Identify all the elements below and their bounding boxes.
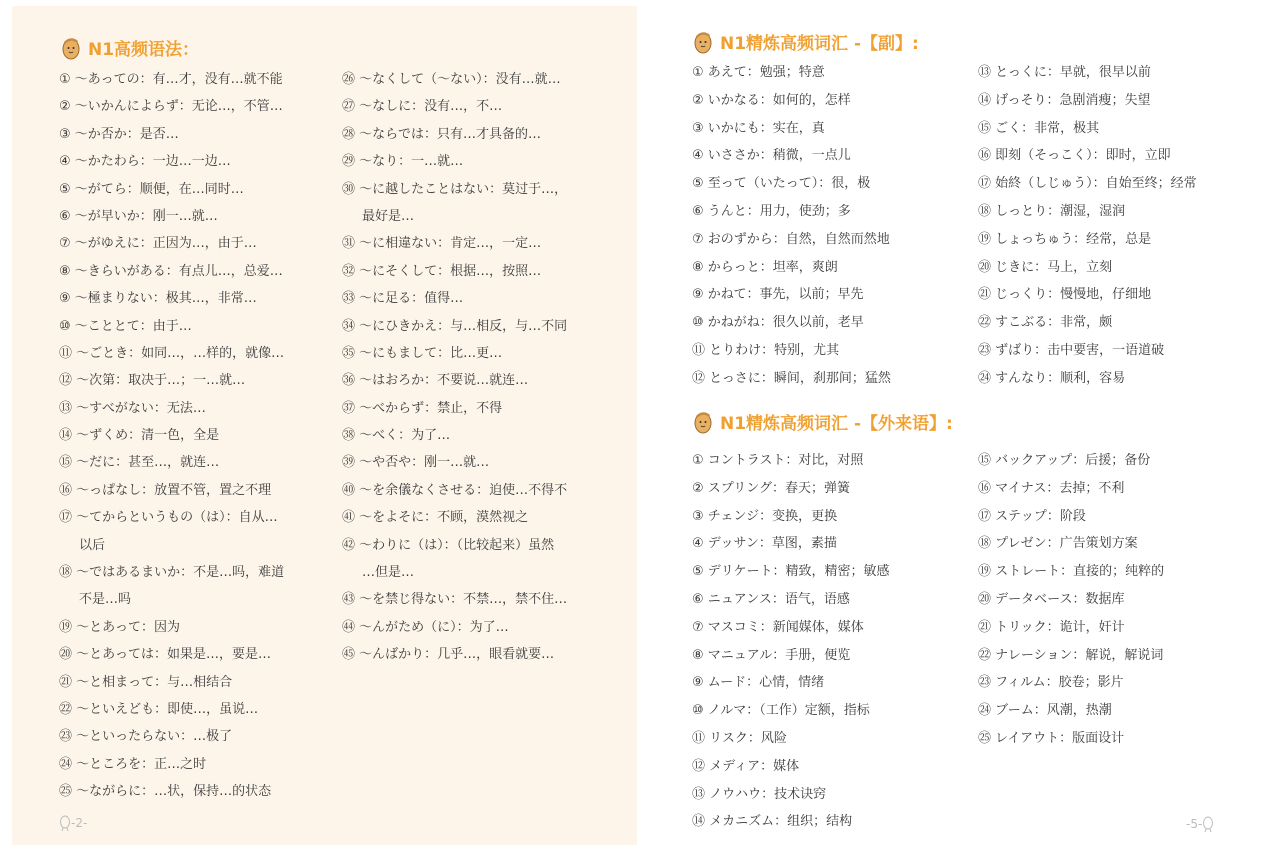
left-page (12, 6, 637, 845)
adverb-item: ⑥ うんと：用力，使劲；多 (692, 203, 851, 219)
loanword-item: ③ チェンジ：变换，更换 (692, 508, 838, 524)
loanword-item: ⑳ データベース：数据库 (978, 591, 1125, 607)
grammar-column-1 (59, 66, 339, 806)
grammar-item: ⑤ ～がてら：顺便，在…同时… (59, 181, 244, 197)
grammar-item: ⑨ ～極まりない：极其…，非常… (59, 291, 257, 307)
grammar-item: ㊳ ～べく：为了… (342, 428, 451, 444)
peanut-foot-icon (1202, 815, 1214, 833)
loanword-item: ② スプリング：春天；弹簧 (692, 480, 851, 496)
loanword-item: ⑤ デリケート：精致，精密；敏感 (692, 564, 890, 580)
grammar-item: ㊷ ～わりに（は）：（比较起来）虽然 (342, 537, 555, 553)
grammar-item: ⑰ ～てからというもの（は）：自从… (59, 510, 278, 526)
grammar-item: ㊸ ～を禁じ得ない：不禁…，禁不住… (342, 592, 568, 608)
grammar-item: ⑫ ～次第：取决于…；一…就… (59, 373, 246, 389)
grammar-item: ⑮ ～だに：甚至…，就连… (59, 455, 220, 471)
peanut-mascot-icon (60, 34, 82, 60)
grammar-heading (60, 34, 199, 60)
adverb-item: ⑮ ごく：非常，极其 (978, 120, 1100, 136)
grammar-item: ㉗ ～なしに：没有…，不… (342, 99, 503, 115)
adverb-item: ⑲ しょっちゅう：经常，总是 (978, 231, 1152, 247)
grammar-item: ⑪ ～ごとき：如同…，…样的，就像… (59, 345, 285, 361)
loanword-item: ④ デッサン：草图，素描 (692, 536, 837, 552)
grammar-item: ⑥ ～が早いか：刚一…就… (59, 208, 218, 224)
adverb-item: ⑩ かねがね：很久以前，老早 (692, 315, 864, 331)
adverb-item: ⑤ 至って（いたって）：很，极 (692, 176, 871, 192)
grammar-item: ㉓ ～といったらない：…极了 (59, 729, 233, 745)
grammar-item: ⑯ ～っぱなし：放置不管，置之不理 (59, 482, 272, 498)
adverb-title: N1精炼高频词汇 -【副】: (720, 33, 919, 54)
grammar-item: ㉕ ～ながらに：…状，保持…的状态 (59, 784, 272, 800)
loanword-column-2 (978, 447, 1268, 753)
grammar-item: ㊹ ～んがため（に）：为了… (342, 619, 509, 635)
adverb-item: ① あえて：勉强；特意 (692, 65, 825, 80)
adverb-item: ② いかなる：如何的，怎样 (692, 92, 851, 108)
grammar-item: ㉝ ～に足る：值得… (342, 291, 464, 307)
right-page (662, 0, 1280, 853)
grammar-item: ④ ～かたわら：一边…一边… (59, 154, 231, 170)
loanword-column-1 (692, 447, 977, 836)
loanword-item: ⑬ ノウハウ：技术诀窍 (692, 786, 827, 802)
loanword-item: ⑰ ステップ：阶段 (978, 508, 1086, 524)
grammar-item: ㊺ ～んばかり：几乎…，眼看就要… (342, 647, 555, 663)
grammar-item: ㉖ ～なくして（～ない）：没有…就… (342, 72, 561, 87)
adverb-item: ⑳ じきに：马上，立刻 (978, 259, 1113, 275)
loanword-item: ⑲ ストレート：直接的；纯粹的 (978, 564, 1165, 580)
adverb-item: ㉑ じっくり：慢慢地，仔细地 (978, 287, 1152, 303)
adverb-item: ⑧ からっと：坦率，爽朗 (692, 259, 838, 275)
loanword-item: ㉑ トリック：诡计，奸计 (978, 619, 1125, 635)
loanword-item: ⑭ メカニズム：组织；结构 (692, 814, 853, 830)
adverb-item: ⑯ 即刻（そっこく）：即时，立即 (978, 148, 1171, 164)
grammar-item: ⑱ ～ではあるまいか：不是…吗，难道 (59, 565, 285, 581)
loanword-item: ㉓ フィルム：胶卷；影片 (978, 675, 1124, 691)
grammar-item: ㊶ ～をよそに：不顾，漠然视之 (342, 510, 529, 526)
peanut-foot-icon (59, 814, 71, 832)
grammar-item: 最好是… (362, 208, 415, 224)
adverb-heading (692, 28, 919, 54)
grammar-item: ㊵ ～を余儀なくさせる：迫使…不得不 (342, 482, 568, 498)
loanword-item: ㉒ ナレーション：解说，解说词 (978, 647, 1164, 663)
page-number-left: -2- (59, 814, 87, 832)
grammar-item: ㉜ ～にそくして：根据…，按照… (342, 263, 542, 279)
adverb-item: ⑭ げっそり：急剧消瘦；失望 (978, 92, 1151, 108)
adverb-column-1 (692, 59, 977, 393)
loanword-item: ⑮ バックアップ：后援；备份 (978, 453, 1151, 468)
grammar-item: ㉞ ～にひきかえ：与…相反，与…不同 (342, 318, 568, 334)
loanword-item: ① コントラスト：对比，对照 (692, 453, 864, 468)
grammar-item: ③ ～か否か：是否… (59, 126, 179, 142)
page-number-right: -5- (1186, 815, 1214, 833)
grammar-item: ㊲ ～べからず：禁止，不得 (342, 400, 503, 416)
loanword-title: N1精炼高频词汇 -【外来语】: (720, 413, 953, 434)
grammar-item: ㊴ ～や否や：刚一…就… (342, 455, 490, 471)
grammar-item: ㉘ ～ならでは：只有…才具备的… (342, 126, 542, 142)
loanword-item: ⑨ ムード：心情，情绪 (692, 675, 825, 691)
grammar-item: ⑬ ～すべがない：无法… (59, 400, 206, 416)
grammar-item: ⑧ ～きらいがある：有点儿…，总爱… (59, 263, 283, 279)
grammar-item: ㉛ ～に相違ない：肯定…，一定… (342, 236, 542, 252)
grammar-column-2 (342, 66, 632, 669)
loanword-item: ⑥ ニュアンス：语气，语感 (692, 591, 850, 607)
loanword-item: ㉕ レイアウト：版面设计 (978, 730, 1125, 746)
grammar-item: ㉒ ～といえども：即使…，虽说… (59, 701, 259, 717)
loanword-heading (692, 408, 953, 434)
adverb-item: ⑬ とっくに：早就，很早以前 (978, 65, 1151, 80)
adverb-item: ⑱ しっとり：潮湿，湿润 (978, 203, 1126, 219)
adverb-item: ⑫ とっさに：瞬间，刹那间；猛然 (692, 370, 891, 386)
loanword-item: ⑧ マニュアル：手册，便览 (692, 647, 851, 663)
adverb-item: ③ いかにも：实在，真 (692, 120, 825, 136)
adverb-item: ㉓ ずばり：击中要害，一语道破 (978, 342, 1165, 358)
adverb-column-2 (978, 59, 1268, 393)
grammar-item: 以后 (79, 537, 106, 553)
loanword-item: ⑫ メディア：媒体 (692, 758, 800, 774)
loanword-item: ⑦ マスコミ：新闻媒体，媒体 (692, 619, 864, 635)
grammar-item: ⑭ ～ずくめ：清一色，全是 (59, 428, 220, 444)
grammar-item: ⑲ ～とあって：因为 (59, 619, 181, 635)
grammar-item: ⑩ ～こととて：由于… (59, 318, 192, 334)
loanword-item: ⑯ マイナス：去掉；不利 (978, 480, 1125, 496)
adverb-item: ⑪ とりわけ：特别，尤其 (692, 342, 840, 358)
grammar-item: ⑳ ～とあっては：如果是…，要是… (59, 647, 272, 663)
grammar-item: …但是… (362, 565, 415, 581)
grammar-item: ① ～あっての：有…才，没有…就不能 (59, 72, 283, 87)
grammar-item: 不是…吗 (79, 592, 132, 608)
peanut-mascot-icon (692, 28, 714, 54)
loanword-item: ㉔ ブーム：风潮，热潮 (978, 703, 1112, 719)
grammar-item: ㉟ ～にもまして：比…更… (342, 345, 503, 361)
grammar-title: N1高频语法： (88, 39, 200, 60)
adverb-item: ⑰ 始終（しじゅう）：自始至终；经常 (978, 176, 1197, 192)
grammar-item: ② ～いかんによらず：无论…，不管… (59, 99, 283, 115)
grammar-item: ㉔ ～ところを：正…之时 (59, 756, 207, 772)
grammar-item: ㉚ ～に越したことはない：莫过于…， (342, 181, 568, 197)
peanut-mascot-icon (692, 408, 714, 434)
adverb-item: ⑨ かねて：事先，以前；早先 (692, 287, 864, 303)
grammar-item: ⑦ ～がゆえに：正因为…，由于… (59, 236, 257, 252)
adverb-item: ⑦ おのずから：自然，自然而然地 (692, 231, 890, 247)
grammar-item: ㉙ ～なり：一…就… (342, 154, 464, 170)
grammar-item: ㉑ ～と相まって：与…相结合 (59, 674, 233, 690)
loanword-item: ⑩ ノルマ：（工作）定额，指标 (692, 703, 870, 719)
adverb-item: ㉒ すこぶる：非常，颇 (978, 315, 1113, 331)
grammar-item: ㊱ ～はおろか：不要说…就连… (342, 373, 529, 389)
loanword-item: ⑪ リスク：风险 (692, 730, 787, 746)
adverb-item: ㉔ すんなり：顺利，容易 (978, 370, 1126, 386)
adverb-item: ④ いささか：稍微，一点儿 (692, 148, 851, 164)
loanword-item: ⑱ プレゼン：广告策划方案 (978, 536, 1138, 552)
